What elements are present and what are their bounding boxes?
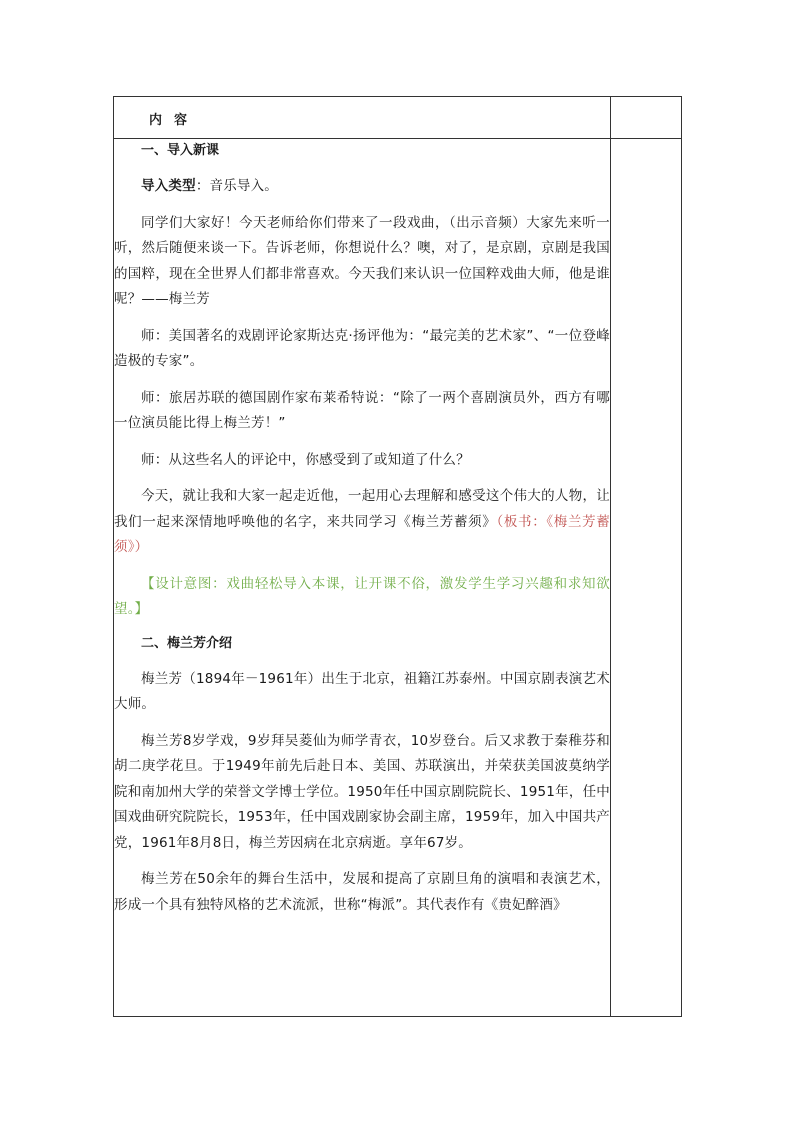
- paragraph: 师：从这些名人的评论中，你感受到了或知道了什么？: [141, 451, 470, 468]
- content-cell: [114, 139, 611, 1017]
- intro-type-label: 导入类型: [141, 178, 196, 194]
- section-title-bio: 二、梅兰芳介绍: [141, 635, 233, 651]
- section-title-intro: 一、导入新课: [141, 143, 220, 158]
- paragraph: 梅兰芳在50余年的舞台生活中，发展和提高了京剧旦角的演唱和表演艺术，形成一个具有独特风格的艺术流派，世称“梅派”。其代表作有《贵妃醉酒》: [114, 871, 610, 913]
- paragraph-with-board-note: [114, 484, 610, 561]
- content-row: [114, 139, 682, 1017]
- lesson-table: [113, 96, 682, 1017]
- header-row: [114, 97, 682, 139]
- intro-type-paragraph: [114, 174, 610, 200]
- header-content-cell: [114, 97, 611, 139]
- intro-type-value: ：音乐导入。: [195, 178, 279, 194]
- paragraph: 师：美国著名的戏剧评论家斯达克·扬评他为：“最完美的艺术家”、“一位登峰造极的专家”。: [114, 327, 610, 369]
- content-side-cell: [611, 139, 682, 1017]
- paragraph: 师：旅居苏联的德国剧作家布莱希特说：“除了一两个喜剧演员外，西方有哪一位演员能比得上梅兰芳！”: [114, 389, 610, 431]
- paragraph: 同学们大家好！今天老师给你们带来了一段戏曲，（出示音频）大家先来听一听，然后随便来谈一下。告诉老师，你想说什么？噢，对了，是京剧，京剧是我国的国粹，现在全世界人们都非常喜欢。今天我们来认识一位国粹戏曲大师，他是谁呢？——梅兰芳: [114, 214, 610, 307]
- paragraph: 梅兰芳8岁学戏，9岁拜吴菱仙为师学青衣，10岁登台。后又求教于秦稚芬和胡二庚学花旦。于1949年前先后赴日本、美国、苏联演出，并荣获美国波莫纳学院和南加州大学的荣誉文学博士学位。1950年任中国京剧院院长、1951年，任中国戏曲研究院院长，1953年，任中国戏剧家协会副主席，1959年，加入中国共产党，1961年8月8日，梅兰芳因病在北京病逝。享年67岁。: [114, 732, 610, 851]
- paragraph-text: 今天，就让我和大家一起走近他，一起用心去理解和感受这个伟大的人物，让我们一起来深情地呼唤他的名字，来共同学习《梅兰芳蓄须》: [114, 488, 610, 530]
- board-note: （板书：《梅兰芳蓄须》）: [114, 513, 610, 555]
- design-intent-note: 【设计意图：戏曲轻松导入本课，让开课不俗，激发学生学习兴趣和求知欲望。】: [114, 575, 610, 617]
- column-title: 内容: [149, 113, 200, 128]
- paragraph: 梅兰芳（1894年－1961年）出生于北京，祖籍江苏泰州。中国京剧表演艺术大师。: [114, 670, 610, 712]
